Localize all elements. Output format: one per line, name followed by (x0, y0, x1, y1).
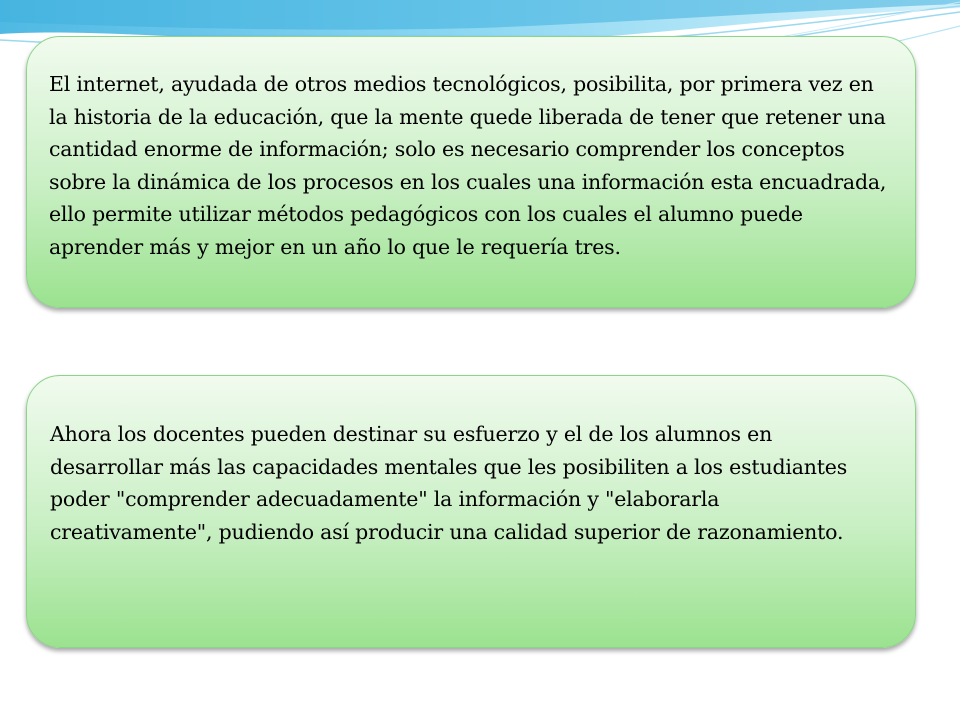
paragraph-docentes: Ahora los docentes pueden destinar su esfuerzo y el de los alumnos en desarrollar más las capacidades mentales que les posibiliten a los estudiantes poder "comprender adecuadamente" la información y "elaborarla creativamente", pudiendo así producir una calidad superior de razonamiento. (50, 422, 848, 544)
paragraph-internet: El internet, ayudada de otros medios tecnológicos, posibilita, por primera vez en la historia de la educación, que la mente quede liberada de tener que retener una cantidad enorme de información; solo es necesario comprender los conceptos sobre la dinámica de los procesos en los cuales una información esta encuadrada, ello permite utilizar métodos pedagógicos con los cuales el alumno puede aprender más y mejor en un año lo que le requería tres. (49, 72, 887, 259)
text-box-internet (26, 36, 916, 308)
text-box-docentes (26, 375, 916, 648)
